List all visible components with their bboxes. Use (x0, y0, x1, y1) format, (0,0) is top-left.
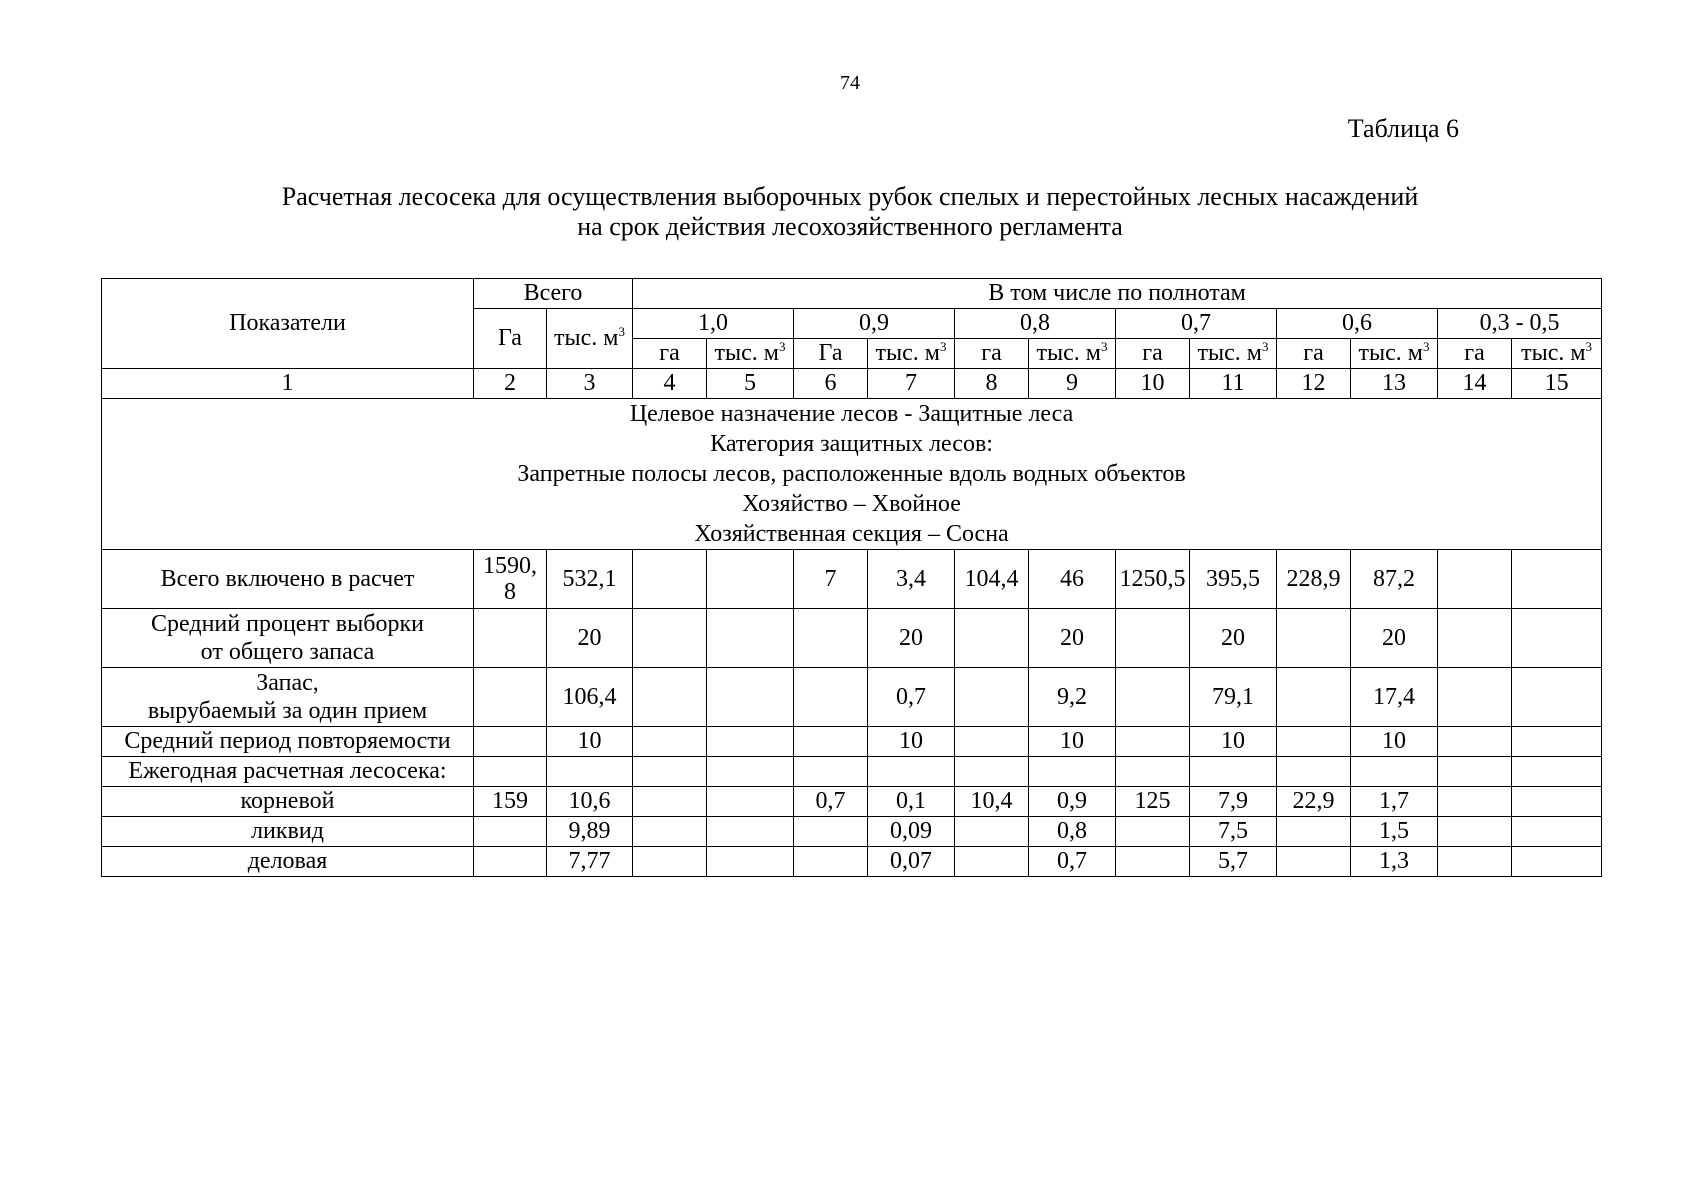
table-cell: 10 (868, 727, 955, 757)
column-number: 13 (1351, 369, 1438, 399)
column-number: 11 (1190, 369, 1277, 399)
table-cell (1438, 817, 1512, 847)
table-cell: 1,5 (1351, 817, 1438, 847)
table-cell: 7 (794, 550, 868, 609)
section-line: Запретные полосы лесов, расположенные вдоль водных объектов (517, 461, 1186, 487)
table-cell: 20 (1029, 609, 1116, 668)
table-cell (633, 757, 707, 787)
table-cell: 159 (474, 787, 547, 817)
ga-subheader: Га (794, 339, 868, 369)
indicators-header: Показатели (102, 279, 474, 369)
table-cell (1438, 668, 1512, 727)
column-number: 4 (633, 369, 707, 399)
table-cell: 395,5 (1190, 550, 1277, 609)
table-cell (633, 668, 707, 727)
table-cell (1116, 847, 1190, 877)
table-cell: 0,7 (868, 668, 955, 727)
table-cell: 0,7 (794, 787, 868, 817)
table-cell (1512, 609, 1602, 668)
table-cell: 5,7 (1190, 847, 1277, 877)
table-cell: 7,77 (547, 847, 633, 877)
density-header: 0,8 (955, 309, 1116, 339)
ga-subheader: га (1438, 339, 1512, 369)
table-cell (955, 609, 1029, 668)
volume-subheader: тыс. $м^3$ (707, 339, 794, 369)
section-line: Хозяйственная секция – Сосна (694, 521, 1009, 547)
table-cell: 125 (1116, 787, 1190, 817)
section-header-row (102, 399, 1602, 550)
table-cell (955, 727, 1029, 757)
total-ga-header: Га (474, 309, 547, 369)
table-cell (633, 550, 707, 609)
density-header: 0,9 (794, 309, 955, 339)
table-cell (474, 757, 547, 787)
table-cell (868, 757, 955, 787)
table-cell: 0,7 (1029, 847, 1116, 877)
table-cell: 0,1 (868, 787, 955, 817)
total-header: Всего (474, 279, 633, 309)
row-label: Средний процент выборки от общего запаса (102, 609, 474, 668)
title-line-1: Расчетная лесосека для осуществления выборочных рубок спелых и перестойных лесных насаждений (281, 182, 1419, 211)
table-cell (707, 847, 794, 877)
table-cell (1277, 817, 1351, 847)
table-row (102, 668, 1602, 727)
table-cell (794, 757, 868, 787)
section-line: Хозяйство – Хвойное (742, 491, 961, 517)
volume-subheader: тыс. $м^3$ (1351, 339, 1438, 369)
table-cell: 7,9 (1190, 787, 1277, 817)
table-cell (474, 847, 547, 877)
table-cell: 17,4 (1351, 668, 1438, 727)
table-cell: 10,4 (955, 787, 1029, 817)
table-cell (633, 787, 707, 817)
table-cell: 532,1 (547, 550, 633, 609)
table-cell (707, 609, 794, 668)
total-volume-header: тыс. $м^3$ (547, 309, 633, 369)
table-cell: 79,1 (1190, 668, 1277, 727)
table-cell (1512, 757, 1602, 787)
table-cell (1116, 817, 1190, 847)
table-row (102, 787, 1602, 817)
table-cell (633, 817, 707, 847)
row-label: Ежегодная расчетная лесосека: (102, 757, 474, 787)
column-number: 2 (474, 369, 547, 399)
density-header: 0,3 - 0,5 (1438, 309, 1602, 339)
table-cell: 20 (547, 609, 633, 668)
section-line: Целевое назначение лесов - Защитные леса (629, 401, 1074, 427)
table-cell (1277, 668, 1351, 727)
table-cell (1512, 787, 1602, 817)
column-number: 8 (955, 369, 1029, 399)
table-cell (794, 817, 868, 847)
table-cell (1438, 609, 1512, 668)
table-cell (794, 727, 868, 757)
row-label: корневой (102, 787, 474, 817)
column-number: 12 (1277, 369, 1351, 399)
table-row (102, 727, 1602, 757)
row-label: Всего включено в расчет (102, 550, 474, 609)
ga-subheader: га (633, 339, 707, 369)
density-header: 1,0 (633, 309, 794, 339)
row-label: деловая (102, 847, 474, 877)
table-cell (1029, 757, 1116, 787)
table-cell: 0,9 (1029, 787, 1116, 817)
table-cell (707, 787, 794, 817)
table-cell (794, 668, 868, 727)
volume-subheader: тыс. $м^3$ (1512, 339, 1602, 369)
table-cell (707, 550, 794, 609)
table-cell: 10 (1190, 727, 1277, 757)
table-cell (633, 847, 707, 877)
table-cell: 0,8 (1029, 817, 1116, 847)
table-cell (1512, 550, 1602, 609)
table-cell (1277, 727, 1351, 757)
ga-subheader: га (1277, 339, 1351, 369)
table-cell (1512, 668, 1602, 727)
table-cell (1512, 847, 1602, 877)
table-label: Таблица 6 (1347, 114, 1459, 143)
table-cell: 0,07 (868, 847, 955, 877)
column-number-row (102, 369, 1602, 399)
table-cell: 3,4 (868, 550, 955, 609)
page-number: 74 (840, 72, 860, 94)
table-cell (955, 757, 1029, 787)
table-cell (1116, 668, 1190, 727)
table-cell (1438, 757, 1512, 787)
column-number: 15 (1512, 369, 1602, 399)
column-number: 5 (707, 369, 794, 399)
table-cell: 1,3 (1351, 847, 1438, 877)
table-cell (707, 817, 794, 847)
table-row (102, 847, 1602, 877)
table-cell (1190, 757, 1277, 787)
table-cell (1351, 757, 1438, 787)
table-cell: 10 (1029, 727, 1116, 757)
section-header (102, 399, 1602, 550)
table-cell (474, 727, 547, 757)
table-cell: 22,9 (1277, 787, 1351, 817)
volume-subheader: тыс. $м^3$ (868, 339, 955, 369)
column-number: 1 (102, 369, 474, 399)
table-cell (474, 668, 547, 727)
table-cell: 0,09 (868, 817, 955, 847)
table-cell (1438, 847, 1512, 877)
table-cell (633, 727, 707, 757)
table-cell: 10 (547, 727, 633, 757)
table-cell: 10 (1351, 727, 1438, 757)
table-cell (794, 609, 868, 668)
table-cell (633, 609, 707, 668)
table-row (102, 609, 1602, 668)
table-cell (474, 817, 547, 847)
table-cell (955, 817, 1029, 847)
table-cell (1438, 787, 1512, 817)
table-cell (1116, 727, 1190, 757)
table-cell (707, 668, 794, 727)
table-cell: 9,89 (547, 817, 633, 847)
table-cell (1116, 757, 1190, 787)
logging-quota-table (101, 278, 1602, 877)
density-header: 0,6 (1277, 309, 1438, 339)
table-cell (794, 847, 868, 877)
table-cell (1277, 847, 1351, 877)
table-cell (1438, 727, 1512, 757)
table-row (102, 817, 1602, 847)
title-line-2: на срок действия лесохозяйственного регламента (577, 212, 1123, 241)
table-cell: 46 (1029, 550, 1116, 609)
volume-subheader: тыс. $м^3$ (1190, 339, 1277, 369)
table-row (102, 550, 1602, 609)
table-cell (1512, 727, 1602, 757)
table-cell: 1,7 (1351, 787, 1438, 817)
table-cell: 104,4 (955, 550, 1029, 609)
table-cell: 1250,5 (1116, 550, 1190, 609)
column-number: 3 (547, 369, 633, 399)
table-cell: 20 (1351, 609, 1438, 668)
table-title (0, 182, 1697, 242)
volume-subheader: тыс. $м^3$ (1029, 339, 1116, 369)
by-density-header: В том числе по полнотам (633, 279, 1602, 309)
column-number: 6 (794, 369, 868, 399)
column-number: 14 (1438, 369, 1512, 399)
table-cell (1438, 550, 1512, 609)
table-cell (1512, 817, 1602, 847)
table-cell: 1590, 8 (474, 550, 547, 609)
header-row-1 (102, 279, 1602, 309)
column-number: 10 (1116, 369, 1190, 399)
density-header: 0,7 (1116, 309, 1277, 339)
table-cell (1277, 609, 1351, 668)
table-cell (547, 757, 633, 787)
table-cell: 20 (868, 609, 955, 668)
row-label: Запас, вырубаемый за один прием (102, 668, 474, 727)
table-cell (955, 668, 1029, 727)
table-cell: 10,6 (547, 787, 633, 817)
table-cell (707, 727, 794, 757)
table-cell (474, 609, 547, 668)
table-cell: 9,2 (1029, 668, 1116, 727)
table-cell (955, 847, 1029, 877)
table-cell: 87,2 (1351, 550, 1438, 609)
section-line: Категория защитных лесов: (710, 431, 993, 457)
table-cell (1116, 609, 1190, 668)
row-label: Средний период повторяемости (102, 727, 474, 757)
table-row (102, 757, 1602, 787)
ga-subheader: га (955, 339, 1029, 369)
table-cell: 20 (1190, 609, 1277, 668)
table-cell (1277, 757, 1351, 787)
column-number: 7 (868, 369, 955, 399)
table-cell: 7,5 (1190, 817, 1277, 847)
row-label: ликвид (102, 817, 474, 847)
table-cell: 106,4 (547, 668, 633, 727)
column-number: 9 (1029, 369, 1116, 399)
table-cell: 228,9 (1277, 550, 1351, 609)
table-cell (707, 757, 794, 787)
ga-subheader: га (1116, 339, 1190, 369)
